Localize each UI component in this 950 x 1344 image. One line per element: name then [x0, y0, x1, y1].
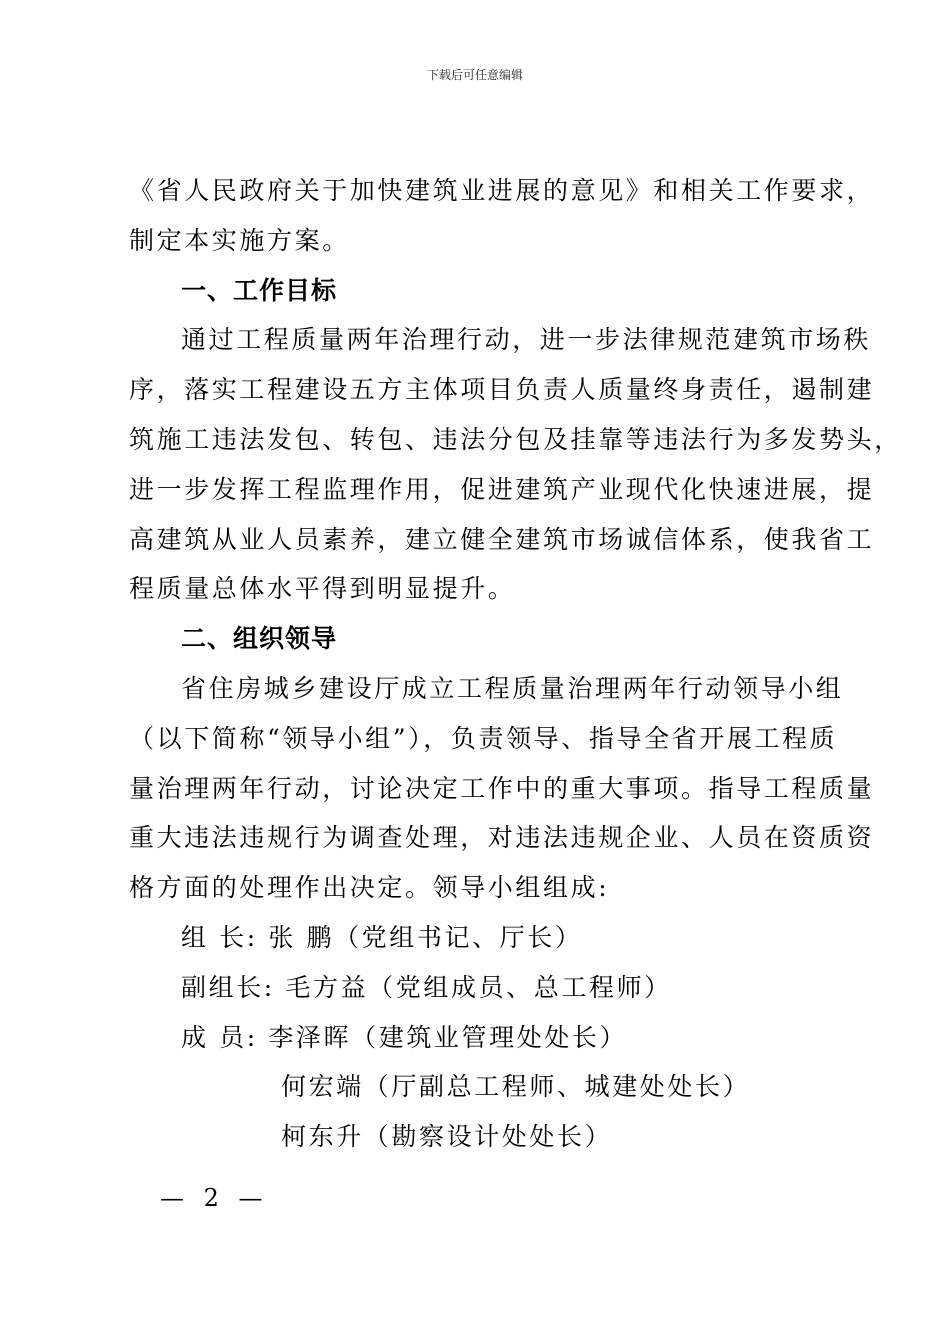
page-number: — 2 — — [160, 1184, 269, 1212]
paragraph-first-line: 省住房城乡建设厅成立工程质量治理两年行动领导小组 — [181, 673, 844, 703]
page-header: 下载后可任意编辑 — [426, 68, 523, 82]
section-heading: 一、工作目标 — [181, 275, 338, 305]
body-line: 量治理两年行动，讨论决定工作中的重大事项。指导工程质量 — [129, 773, 875, 803]
member-entry: 柯东升（勘察设计处处长） — [281, 1122, 613, 1152]
deputy-leader-entry: 副组长: 毛方益（党组成员、总工程师） — [181, 972, 672, 1002]
body-line: 序，落实工程建设五方主体项目负责人质量终身责任，遏制建 — [129, 375, 875, 405]
body-line: 高建筑从业人员素养，建立健全建筑市场诚信体系，使我省工 — [129, 524, 875, 554]
paragraph-first-line: 通过工程质量两年治理行动，进一步法律规范建筑市场秩 — [181, 325, 872, 355]
body-line: （以下简称“领导小组”），负责领导、指导全省开展工程质 — [129, 723, 838, 753]
leader-entry: 组 长: 张 鹏（党组书记、厅长） — [181, 922, 583, 952]
body-line: 《省人民政府关于加快建筑业进展的意见》和相关工作要求， — [129, 176, 875, 205]
body-line: 筑施工违法发包、转包、违法分包及挂靠等违法行为多发势头， — [129, 424, 902, 454]
body-line: 格方面的处理作出决定。领导小组组成: — [129, 873, 610, 903]
section-heading: 二、组织领导 — [181, 624, 338, 654]
member-entry: 成 员: 李泽晖（建筑业管理处处长） — [181, 1022, 628, 1052]
document-body — [129, 166, 902, 1162]
member-entry: 何宏端（厅副总工程师、城建处处长） — [281, 1072, 751, 1102]
body-line: 程质量总体水平得到明显提升。 — [129, 574, 516, 604]
body-line: 重大违法违规行为调查处理，对违法违规企业、人员在资质资 — [129, 823, 875, 853]
body-line: 进一步发挥工程监理作用，促进建筑产业现代化快速进展，提 — [129, 474, 875, 504]
body-line: 制定本实施方案。 — [129, 225, 350, 255]
